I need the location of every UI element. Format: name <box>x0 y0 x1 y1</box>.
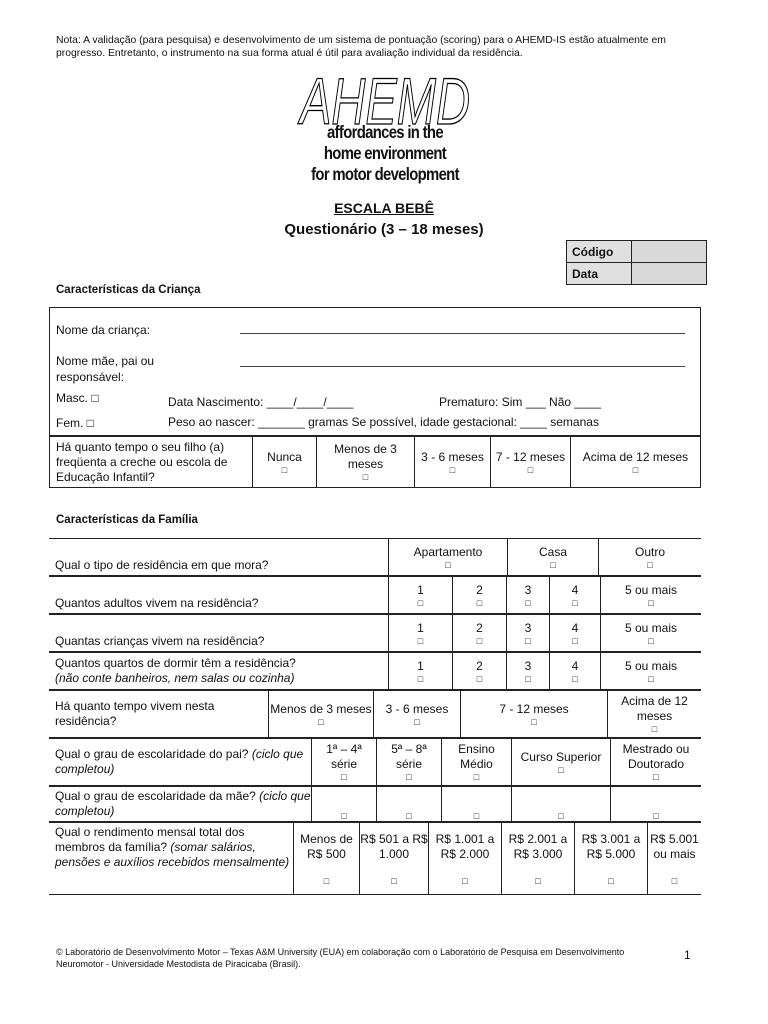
bedrooms-option-2[interactable]: 2 □ <box>453 653 507 690</box>
income-option-3[interactable]: R$ 1.001 a R$ 2.000 □ <box>429 823 502 895</box>
bedrooms-option-5plus[interactable]: 5 ou mais □ <box>601 653 702 690</box>
bedrooms-note: (não conte banheiros, nem salas ou cozinha) <box>55 671 295 685</box>
children-option-2[interactable]: 2 □ <box>453 615 507 652</box>
father-edu-option-1[interactable]: 1ª – 4ª série □ <box>312 739 377 786</box>
mother-edu-option-5[interactable]: □ <box>611 787 702 822</box>
scale-title: ESCALA BEBÊ <box>334 200 434 216</box>
time-option-3-6[interactable]: 3 - 6 meses □ <box>374 691 461 738</box>
footer-credits: © Laboratório de Desenvolvimento Motor – Texas A&M University (EUA) em colaboração com o Laboratório de Pesquisa em Desenvolvimento Neuromotor - Universidade Mestodista de Piracicaba (Brasil). <box>56 947 625 969</box>
income-option-2[interactable]: R$ 501 a R$ 1.000 □ <box>360 823 429 895</box>
adults-option-4[interactable]: 4 □ <box>550 577 601 614</box>
income-option-5[interactable]: R$ 3.001 a R$ 5.000 □ <box>575 823 648 895</box>
daycare-option-7-12[interactable]: 7 - 12 meses □ <box>491 437 571 488</box>
time-option-gt12[interactable]: Acima de 12 meses □ <box>608 691 702 738</box>
family-section-title: Características da Família <box>56 514 198 526</box>
income-option-6[interactable]: R$ 5.001 ou mais □ <box>648 823 702 895</box>
header-note: Nota: A validação (para pesquisa) e desenvolvimento de um sistema de pontuação (scoring) para o AHEMD-IS estão atualmente em progresso. Entretanto, o instrumento na sua forma atual é útil para avaliação individual da residência. <box>56 35 666 59</box>
mother-education-question: Qual o grau de escolaridade da mãe? (ciclo que completou) <box>49 787 312 822</box>
mother-edu-option-3[interactable]: □ <box>442 787 512 822</box>
residence-row <box>49 538 701 576</box>
bedrooms-option-4[interactable]: 4 □ <box>550 653 601 690</box>
code-field[interactable] <box>632 241 707 263</box>
bedrooms-option-1[interactable]: 1 □ <box>389 653 453 690</box>
daycare-question: Há quanto tempo o seu filho (a) freqüenta a creche ou escola de Educação Infantil? <box>50 437 253 488</box>
page-number: 1 <box>684 948 691 962</box>
mother-education-row <box>49 786 701 822</box>
residence-option-other[interactable]: Outro □ <box>599 539 702 576</box>
children-option-1[interactable]: 1 □ <box>389 615 453 652</box>
child-name-line[interactable] <box>240 333 685 334</box>
income-question: Qual o rendimento mensal total dos membros da família? (somar salários, pensões e auxílios recebidos mensalmente) <box>49 823 294 895</box>
mother-edu-option-1[interactable]: □ <box>312 787 377 822</box>
income-row <box>49 822 701 895</box>
children-row <box>49 614 701 652</box>
income-option-1[interactable]: Menos de R$ 500 □ <box>294 823 360 895</box>
residence-question: Qual o tipo de residência em que mora? <box>49 539 389 576</box>
father-edu-option-5[interactable]: Mestrado ou Doutorado □ <box>611 739 702 786</box>
bedrooms-option-3[interactable]: 3 □ <box>507 653 550 690</box>
birth-date-field[interactable]: Data Nascimento: ____/____/____ <box>168 395 354 409</box>
residence-option-apartment[interactable]: Apartamento □ <box>389 539 508 576</box>
svg-text:AHEMD: AHEMD <box>297 68 470 132</box>
mother-edu-option-2[interactable]: □ <box>377 787 442 822</box>
daycare-option-gt12[interactable]: Acima de 12 meses □ <box>571 437 701 488</box>
adults-option-3[interactable]: 3 □ <box>507 577 550 614</box>
mother-edu-option-4[interactable]: □ <box>512 787 611 822</box>
questionnaire-title: Questionário (3 – 18 meses) <box>284 221 484 238</box>
date-label: Data <box>567 263 632 285</box>
daycare-option-lt3[interactable]: Menos de 3 meses □ <box>317 437 415 488</box>
premature-field[interactable]: Prematuro: Sim ___ Não ____ <box>439 395 602 409</box>
daycare-option-3-6[interactable]: 3 - 6 meses □ <box>415 437 491 488</box>
child-name-label: Nome da criança: <box>56 323 151 337</box>
time-option-lt3[interactable]: Menos de 3 meses □ <box>269 691 374 738</box>
residence-time-question: Há quanto tempo vivem nesta residência? <box>49 691 269 738</box>
children-option-4[interactable]: 4 □ <box>550 615 601 652</box>
adults-option-2[interactable]: 2 □ <box>453 577 507 614</box>
parent-name-line[interactable] <box>240 366 685 367</box>
residence-option-house[interactable]: Casa □ <box>508 539 599 576</box>
masc-option[interactable]: Masc. □ <box>56 391 99 405</box>
residence-time-row <box>49 690 701 738</box>
adults-option-1[interactable]: 1 □ <box>389 577 453 614</box>
bedrooms-row <box>49 652 701 690</box>
adults-question: Quantos adultos vivem na residência? <box>49 577 389 614</box>
father-education-row <box>49 738 701 786</box>
adults-row <box>49 576 701 614</box>
logo-tagline: affordances in the home environment for motor development <box>311 122 459 184</box>
father-education-question: Qual o grau de escolaridade do pai? (ciclo que completou) <box>49 739 312 786</box>
code-label: Código <box>567 241 632 263</box>
children-option-3[interactable]: 3 □ <box>507 615 550 652</box>
date-field[interactable] <box>632 263 707 285</box>
birth-weight-field[interactable]: Peso ao nascer: _______ gramas Se possível, idade gestacional: ____ semanas <box>168 415 599 429</box>
time-option-7-12[interactable]: 7 - 12 meses □ <box>461 691 608 738</box>
father-edu-option-4[interactable]: Curso Superior □ <box>512 739 611 786</box>
bedrooms-question: Quantos quartos de dormir têm a residência? (não conte banheiros, nem salas ou cozinha) <box>49 653 389 690</box>
father-edu-option-2[interactable]: 5ª – 8ª série □ <box>377 739 442 786</box>
children-option-5plus[interactable]: 5 ou mais □ <box>601 615 702 652</box>
father-edu-option-3[interactable]: Ensino Médio □ <box>442 739 512 786</box>
income-option-4[interactable]: R$ 2.001 a R$ 3.000 □ <box>502 823 575 895</box>
child-section-title: Características da Criança <box>56 284 201 296</box>
parent-name-label: Nome mãe, pai ou responsável: <box>56 354 155 384</box>
fem-option[interactable]: Fem. □ <box>56 416 94 430</box>
code-date-table <box>566 240 707 285</box>
children-question: Quantas crianças vivem na residência? <box>49 615 389 652</box>
daycare-table <box>49 436 701 488</box>
adults-option-5plus[interactable]: 5 ou mais □ <box>601 577 702 614</box>
daycare-option-never[interactable]: Nunca □ <box>253 437 317 488</box>
